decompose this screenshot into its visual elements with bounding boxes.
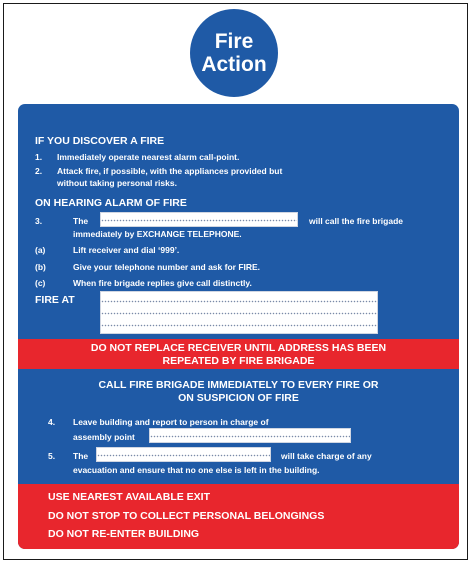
assembly-point-field[interactable] <box>149 428 351 443</box>
discover-heading: IF YOU DISCOVER A FIRE <box>35 135 165 147</box>
badge-title-line1: Fire <box>214 30 254 53</box>
item-5-the: The <box>73 451 89 461</box>
step-c-text: When fire brigade replies give call distinctly. <box>73 278 252 288</box>
call-brigade-line2: ON SUSPICION OF FIRE <box>178 392 299 404</box>
item-3-text-line2: immediately by EXCHANGE TELEPHONE. <box>73 229 242 239</box>
responsible-person-field[interactable] <box>100 212 298 227</box>
item-5-text-after: will take charge of any <box>281 451 372 461</box>
badge-title-line2: Action <box>201 53 267 76</box>
item-5-text-line2: evacuation and ensure that no one else is left in the building. <box>73 465 320 475</box>
fire-at-label: FIRE AT <box>35 294 75 306</box>
step-a-text: Lift receiver and dial ‘999’. <box>73 245 180 255</box>
item-2-text-line2: without taking personal risks. <box>57 178 177 188</box>
instructions-panel <box>18 104 459 549</box>
item-3-the: The <box>73 216 89 226</box>
item-4-number: 4. <box>48 417 56 427</box>
footer-line1: USE NEAREST AVAILABLE EXIT <box>48 491 210 503</box>
alarm-heading: ON HEARING ALARM OF FIRE <box>35 197 187 209</box>
receiver-warning-line1: DO NOT REPLACE RECEIVER UNTIL ADDRESS HAS BEEN <box>90 342 387 354</box>
footer-line3: DO NOT RE-ENTER BUILDING <box>48 528 200 540</box>
step-c-label: (c) <box>35 278 46 288</box>
item-4-text-line2: assembly point <box>73 432 135 442</box>
item-2-number: 2. <box>35 166 43 176</box>
receiver-warning-line2: REPEATED BY FIRE BRIGADE <box>162 355 315 367</box>
call-brigade-line1: CALL FIRE BRIGADE IMMEDIATELY TO EVERY FIRE OR <box>98 379 379 391</box>
step-b-label: (b) <box>35 262 46 272</box>
fire-address-field[interactable] <box>100 291 378 334</box>
item-1-number: 1. <box>35 152 43 162</box>
evacuation-person-field[interactable] <box>96 447 271 462</box>
item-5-number: 5. <box>48 451 56 461</box>
item-4-text-line1: Leave building and report to person in charge of <box>73 417 269 427</box>
footer-line2: DO NOT STOP TO COLLECT PERSONAL BELONGINGS <box>48 510 325 522</box>
step-b-text: Give your telephone number and ask for FIRE. <box>73 262 261 272</box>
step-a-label: (a) <box>35 245 46 255</box>
item-3-text-after: will call the fire brigade <box>309 216 403 226</box>
fire-action-badge <box>190 9 278 97</box>
item-3-number: 3. <box>35 216 43 226</box>
item-2-text-line1: Attack fire, if possible, with the appliances provided but <box>57 166 283 176</box>
item-1-text: Immediately operate nearest alarm call-point. <box>57 152 240 162</box>
